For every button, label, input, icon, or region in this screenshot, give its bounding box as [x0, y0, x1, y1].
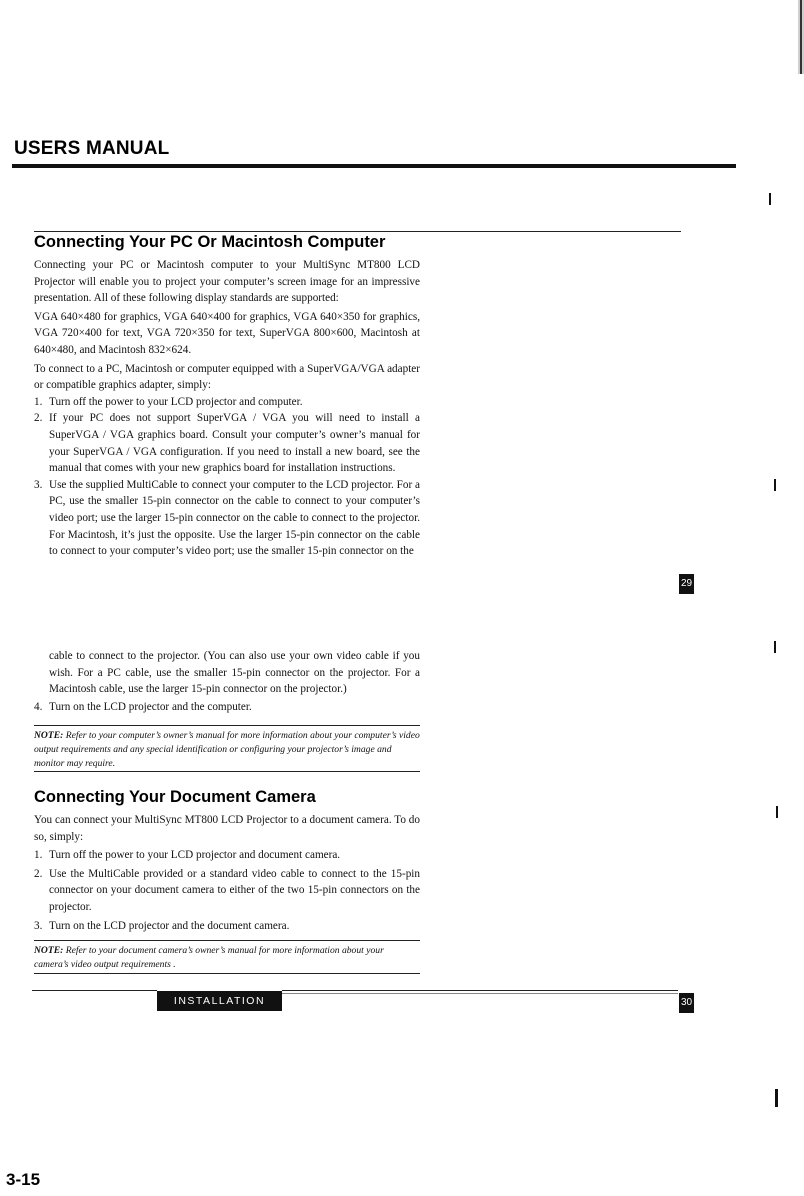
list-item-number: 4. — [34, 700, 43, 713]
note1-label: NOTE: — [34, 730, 64, 741]
list-item-number: 3. — [34, 478, 43, 491]
margin-mark — [774, 479, 776, 491]
footer-rule-right — [282, 990, 678, 991]
section2-body — [34, 812, 420, 934]
list-item-text: Turn on the LCD projector and the document camera. — [49, 919, 290, 932]
section1-top-rule — [34, 231, 681, 232]
section1-paragraph: Connecting your PC or Macintosh computer to your MultiSync MT800 LCD Projector will enable you to project your computer’s screen image for an impressive presentation. All of these following display standards are supported: — [34, 259, 420, 305]
list-item — [34, 918, 420, 935]
list-item-text: Use the MultiCable provided or a standard video cable to connect to the 15-pin connector on your document camera to either of the two 15-pin connectors on the projector. — [49, 867, 420, 913]
list-item-number: 2. — [34, 867, 43, 880]
list-item — [34, 847, 420, 864]
section1-paragraph: VGA 640×480 for graphics, VGA 640×400 for graphics, VGA 640×350 for graphics, VGA 720×400 for text, VGA 720×350 for text, SuperVGA 800×600, Macintosh at 640×480, and Macintosh 832×624. — [34, 310, 420, 356]
list-item-text: If your PC does not support SuperVGA / VGA you will need to install a SuperVGA / VGA graphics board. Consult your computer’s owner’s manual for your SuperVGA / VGA configuration. If you need to install a new board, see the manual that comes with your new graphics board for installation instructions. — [49, 412, 420, 475]
list-item-number: 1. — [34, 395, 43, 408]
list-item-text: Turn off the power to your LCD projector and document camera. — [49, 849, 341, 862]
list-item-number: 1. — [34, 849, 43, 862]
list-item — [34, 866, 420, 916]
margin-mark — [774, 641, 776, 653]
section2-paragraph: You can connect your MultiSync MT800 LCD Projector to a document camera. To do so, simply: — [34, 814, 420, 843]
note2-bottom-rule — [34, 973, 420, 974]
list-item — [34, 410, 420, 476]
note2 — [34, 944, 420, 972]
note1-bottom-rule — [34, 771, 420, 772]
section2-title: Connecting Your Document Camera — [34, 788, 316, 806]
list-item-text: Use the supplied MultiCable to connect your computer to the LCD projector. For a PC, use the smaller 15-pin connector on the cable to connect to your computer’s video port; use the larger 15-pin connector on the cable to connect to the projector. For Macintosh, it’s just the opposite. Use the larger 15-pin connector on the cable to connect to your computer’s video port; use the smaller 15-pin connector on the — [49, 478, 420, 558]
note1-text: Refer to your computer’s owner’s manual for more information about your computer’s video output requirements and any special identification or configuring your projector’s image and monitor may require. — [34, 730, 420, 769]
section1-continuation — [34, 648, 420, 715]
margin-mark — [776, 806, 778, 818]
margin-mark — [769, 193, 771, 205]
list-item — [34, 394, 420, 411]
list-item-text: Turn off the power to your LCD projector and computer. — [49, 395, 303, 408]
margin-mark — [775, 1089, 778, 1107]
footer-rule-right-shadow — [282, 993, 678, 994]
list-item-number: 2. — [34, 412, 43, 425]
section1-body — [34, 257, 420, 560]
note1 — [34, 729, 420, 771]
manual-header-title: USERS MANUAL — [14, 138, 170, 159]
note2-top-rule — [34, 940, 420, 941]
header-rule — [12, 164, 736, 168]
note2-text: Refer to your document camera’s owner’s manual for more information about your camera’s video output requirements . — [34, 945, 384, 970]
note1-top-rule — [34, 725, 420, 726]
note2-label: NOTE: — [34, 945, 64, 956]
list-item-text: Turn on the LCD projector and the computer. — [49, 700, 252, 713]
list-item-text: cable to connect to the projector. (You can also use your own video cable if you wish. For a PC cable, use the smaller 15-pin connector on the projector. For a Macintosh cable, use the larger 15-pin connector on the projector.) — [49, 650, 420, 696]
section1-title: Connecting Your PC Or Macintosh Computer — [34, 233, 386, 251]
page-tab-29: 29 — [679, 574, 694, 594]
list-item-number: 3. — [34, 919, 43, 932]
section1-paragraph: To connect to a PC, Macintosh or computer equipped with a SuperVGA/VGA adapter or compatible graphics adapter, simply: — [34, 362, 420, 392]
page-number: 3-15 — [6, 1170, 41, 1189]
scan-edge-line — [800, 0, 802, 74]
page-tab-30: 30 — [679, 993, 694, 1013]
list-item-continuation — [34, 648, 420, 698]
footer-section-label: INSTALLATION — [157, 991, 282, 1011]
list-item — [34, 477, 420, 560]
list-item — [34, 699, 420, 716]
footer-rule-left — [32, 990, 157, 991]
